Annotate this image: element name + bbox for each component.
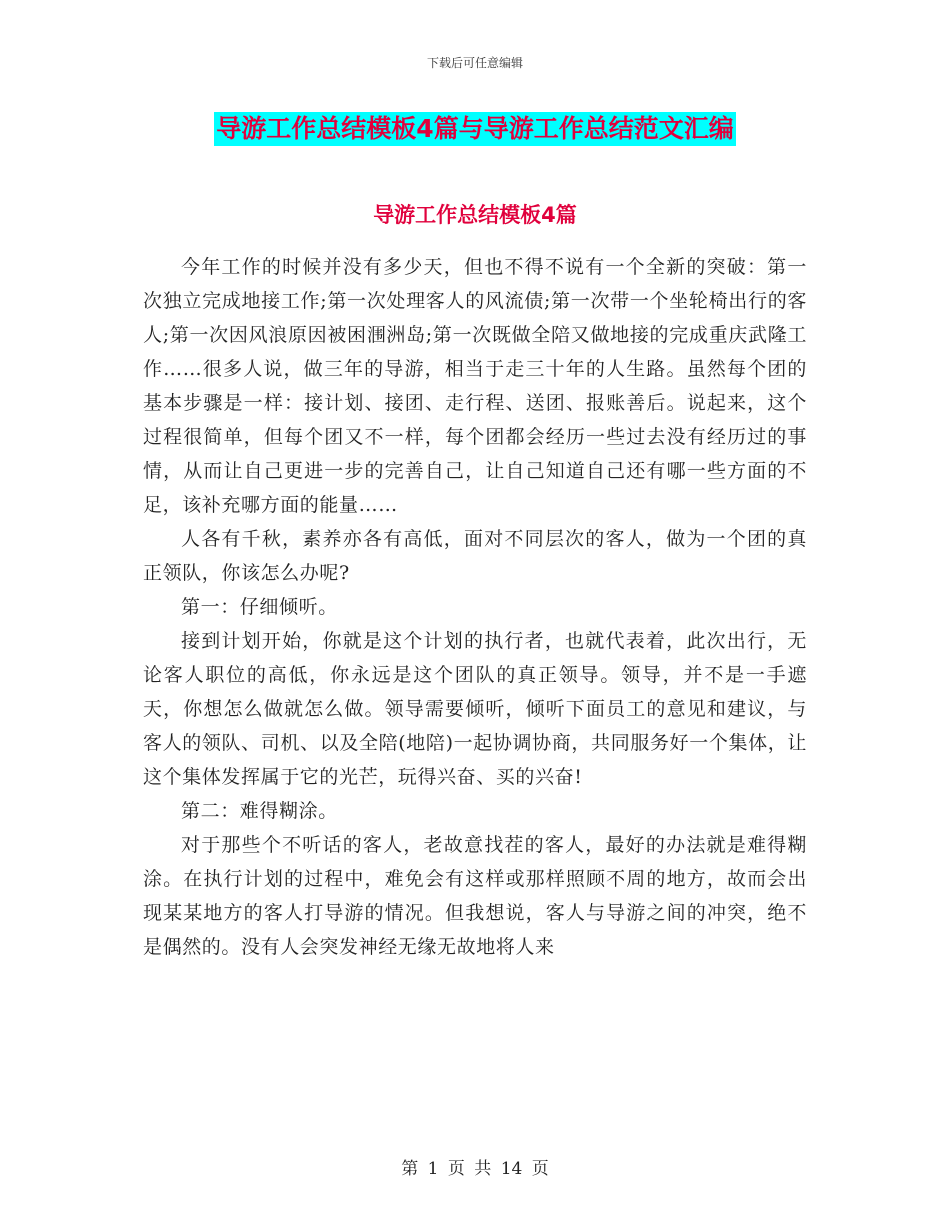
paragraph: 今年工作的时候并没有多少天，但也不得不说有一个全新的突破：第一次独立完成地接工作;第一次处理客人的风流债;第一次带一个坐轮椅出行的客人;第一次因风浪原因被困涠洲岛;第一次既做全陪又做地接的完成重庆武隆工作……很多人说，做三年的导游，相当于走三十年的人生路。虽然每个团的基本步骤是一样：接计划、接团、走行程、送团、报账善后。说起来，这个过程很简单，但每个团又不一样，每个团都会经历一些过去没有经历过的事情，从而让自己更进一步的完善自己，让自己知道自己还有哪一些方面的不足，该补充哪方面的能量…… [143,256,807,516]
main-title: 导游工作总结模板4篇与导游工作总结范文汇编 [214,112,735,146]
paragraph: 接到计划开始，你就是这个计划的执行者，也就代表着，此次出行，无论客人职位的高低，你永远是这个团队的真正领导。领导，并不是一手遮天，你想怎么做就怎么做。领导需要倾听，倾听下面员工的意见和建议，与客人的领队、司机、以及全陪(地陪)一起协调协商，共同服务好一个集体，让这个集体发挥属于它的光芒，玩得兴奋、买的兴奋! [143,630,807,788]
paragraph: 第一：仔细倾听。 [181,596,338,618]
paragraph: 第二：难得糊涂。 [181,800,338,822]
document-body [143,220,807,964]
header-note: 下载后可任意编辑 [426,56,523,70]
main-title-container [0,112,950,146]
page-footer: 第 1 页 共 14 页 [401,1159,549,1179]
paragraph: 对于那些个不听话的客人，老故意找茬的客人，最好的办法就是难得糊涂。在执行计划的过程中，难免会有这样或那样照顾不周的地方，故而会出现某某地方的客人打导游的情况。但我想说，客人与导游之间的冲突，绝不是偶然的。没有人会突发神经无缘无故地将人来 [143,834,807,958]
paragraph: 人各有千秋，素养亦各有高低，面对不同层次的客人，做为一个团的真正领队，你该怎么办呢? [143,528,807,584]
section-title: 导游工作总结模板4篇 [373,203,577,227]
